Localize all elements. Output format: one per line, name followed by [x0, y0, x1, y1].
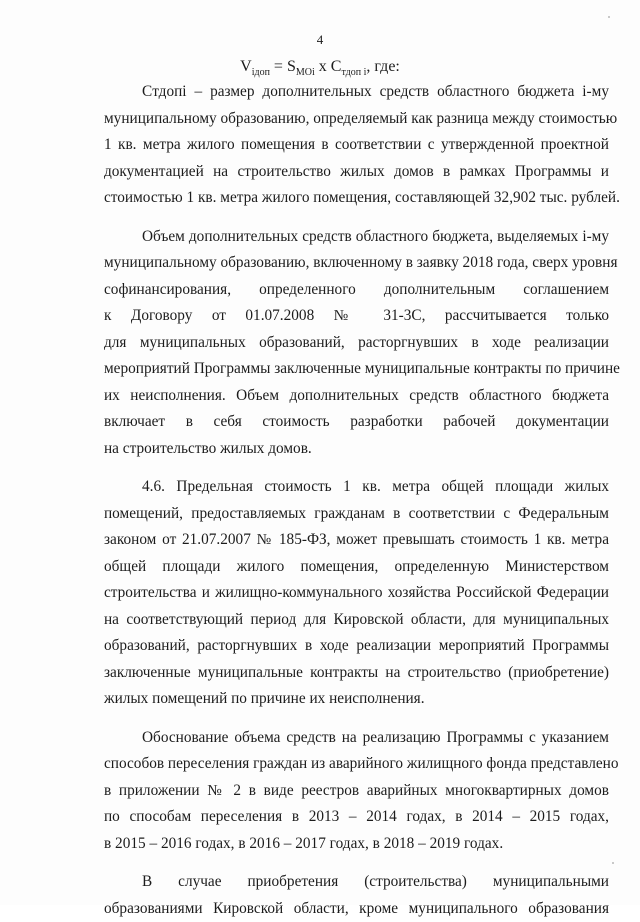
formula-lhs-subscript: iдоп	[252, 67, 270, 78]
text-line: В случае приобретения (строительства) муниципальными	[104, 869, 609, 896]
text-line: в 2015 – 2016 годах, в 2016 – 2017 годах, в 2018 – 2019 годах.	[104, 831, 609, 858]
text-line: способов переселения граждан из аварийного жилищного фонда представлено	[104, 751, 609, 778]
formula	[0, 58, 640, 78]
text-line: 4.6. Предельная стоимость 1 кв. метра общей площади жилых	[104, 474, 609, 501]
text-line: строительства и жилищно-коммунального хозяйства Российской Федерации	[104, 580, 609, 607]
text-line: образований, расторгнувших в ходе реализации мероприятий Программы	[104, 633, 609, 660]
text-line: мероприятий Программы заключенные муниципальные контракты по причине	[104, 356, 609, 383]
text-line: Cтдопi – размер дополнительных средств областного бюджета i-му	[104, 79, 609, 106]
text-line: стоимостью 1 кв. метра жилого помещения, составляющей 32,902 тыс. рублей.	[104, 185, 609, 212]
text-line: для муниципальных образований, расторгнувших в ходе реализации	[104, 330, 609, 357]
text-line: включает в себя стоимость разработки рабочей документации	[104, 409, 609, 436]
text-line: образованиями Кировской области, кроме муниципального образования	[104, 896, 609, 922]
formula-times: x	[315, 58, 331, 75]
text-line: Объем дополнительных средств областного бюджета, выделяемых i-му	[104, 224, 609, 251]
formula-term-b-subscript: тдоп i	[341, 67, 366, 78]
text-line: Обоснование объема средств на реализацию Программы с указанием	[104, 725, 609, 752]
text-line: их неисполнения. Объем дополнительных средств областного бюджета	[104, 383, 609, 410]
text-line: общей площади жилого помещения, определенную Министерством	[104, 554, 609, 581]
text-line: документацией на строительство жилых домов в рамках Программы и	[104, 159, 609, 186]
text-line: заключенные муниципальные контракты на строительство (приобретение)	[104, 660, 609, 687]
formula-term-a-subscript: MOi	[296, 67, 315, 78]
scan-speck	[608, 16, 610, 18]
text-line: законом от 21.07.2007 № 185-ФЗ, может превышать стоимость 1 кв. метра	[104, 527, 609, 554]
formula-lhs: V	[240, 58, 252, 75]
text-line: к Договору от 01.07.2008 № 31-3С, рассчитывается только	[104, 303, 609, 330]
formula-term-a: S	[287, 58, 296, 75]
page-number: 4	[0, 32, 640, 48]
text-line: муниципальному образованию, определяемый как разница между стоимостью	[104, 106, 609, 133]
text-line: по способам переселения в 2013 – 2014 годах, в 2014 – 2015 годах,	[104, 804, 609, 831]
text-line: на соответствующий период для Кировской области, для муниципальных	[104, 607, 609, 634]
text-line: на строительство жилых домов.	[104, 436, 609, 463]
text-line: помещений, предоставляемых гражданам в соответствии с Федеральным	[104, 501, 609, 528]
formula-equals: =	[270, 58, 287, 75]
formula-term-b: C	[331, 58, 342, 75]
text-line: в приложении № 2 в виде реестров аварийных многоквартирных домов	[104, 778, 609, 805]
text-line: 1 кв. метра жилого помещения в соответствии с утвержденной проектной	[104, 132, 609, 159]
text-line: жилых помещений по причине их неисполнения.	[104, 686, 609, 713]
scan-speck	[612, 862, 614, 864]
text-line: муниципальному образованию, включенному в заявку 2018 года, сверх уровня	[104, 250, 609, 277]
formula-tail: , где:	[366, 58, 399, 75]
document-body	[104, 79, 609, 922]
text-line: софинансирования, определенного дополнительным соглашением	[104, 277, 609, 304]
